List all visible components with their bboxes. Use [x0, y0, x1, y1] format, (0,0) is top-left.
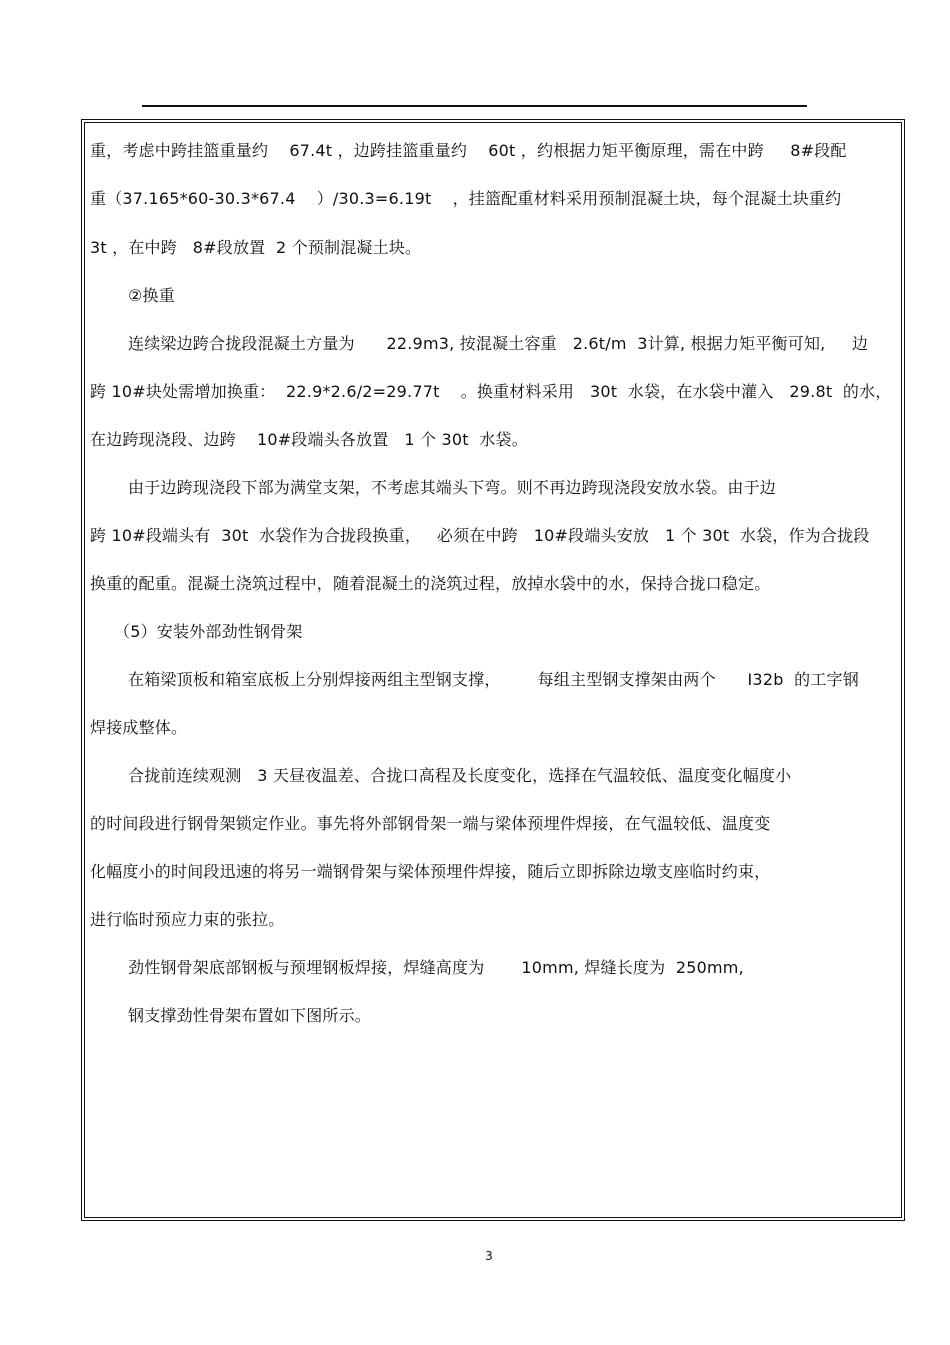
- body-line: 在箱梁顶板和箱室底板上分别焊接两组主型钢支撑， 每组主型钢支撑架由两个 I32b 的工字钢: [128, 670, 859, 689]
- body-line: 连续梁边跨合拢段混凝土方量为 22.9m3, 按混凝土容重 2.6t/m 3计算, 根据力矩平衡可知, 边: [128, 334, 869, 353]
- section-heading: （5）安装外部劲性钢骨架: [114, 622, 303, 641]
- body-line: 进行临时预应力束的张拉。: [90, 910, 285, 929]
- body-line: 换重的配重。混凝土浇筑过程中，随着混凝土的浇筑过程，放掉水袋中的水，保持合拢口稳定。: [90, 574, 771, 593]
- section-heading: ②换重: [128, 286, 175, 305]
- body-line: 3t ，在中跨 8#段放置 2 个预制混凝土块。: [90, 238, 422, 257]
- body-line: 跨 10#段端头有 30t 水袋作为合拢段换重， 必须在中跨 10#段端头安放 1 个 30t 水袋，作为合拢段: [90, 526, 870, 545]
- body-line: 化幅度小的时间段迅速的将另一端钢骨架与梁体预埋件焊接，随后立即拆除边墩支座临时约束，: [90, 862, 771, 881]
- body-line: 由于边跨现浇段下部为满堂支架，不考虑其端头下弯。则不再边跨现浇段安放水袋。由于边: [128, 478, 777, 497]
- body-line: 的时间段进行钢骨架锁定作业。事先将外部钢骨架一端与梁体预埋件焊接，在气温较低、温度变: [90, 814, 771, 833]
- body-line: 跨 10#块处需增加换重： 22.9*2.6/2=29.77t 。换重材料采用 30t 水袋，在水袋中灌入 29.8t 的水，: [90, 382, 892, 401]
- body-line: 焊接成整体。: [90, 718, 188, 737]
- body-line: 钢支撑劲性骨架布置如下图所示。: [128, 1006, 372, 1025]
- body-line: 合拢前连续观测 3 天昼夜温差、合拢口高程及长度变化，选择在气温较低、温度变化幅度小: [128, 766, 792, 785]
- body-line: 重，考虑中跨挂篮重量约 67.4t ，边跨挂篮重量约 60t ，约根据力矩平衡原理，需在中跨 8#段配: [90, 141, 847, 160]
- body-line: 劲性钢骨架底部钢板与预埋钢板焊接，焊缝高度为 10mm, 焊缝长度为 250mm,: [128, 958, 744, 977]
- page-number: 3: [485, 1249, 493, 1263]
- body-line: 重（37.165*60-30.3*67.4 ）/30.3=6.19t ，挂篮配重材料采用预制混凝土块，每个混凝土块重约: [90, 189, 842, 208]
- body-line: 在边跨现浇段、边跨 10#段端头各放置 1 个 30t 水袋。: [90, 430, 528, 449]
- header-rule: [142, 105, 807, 107]
